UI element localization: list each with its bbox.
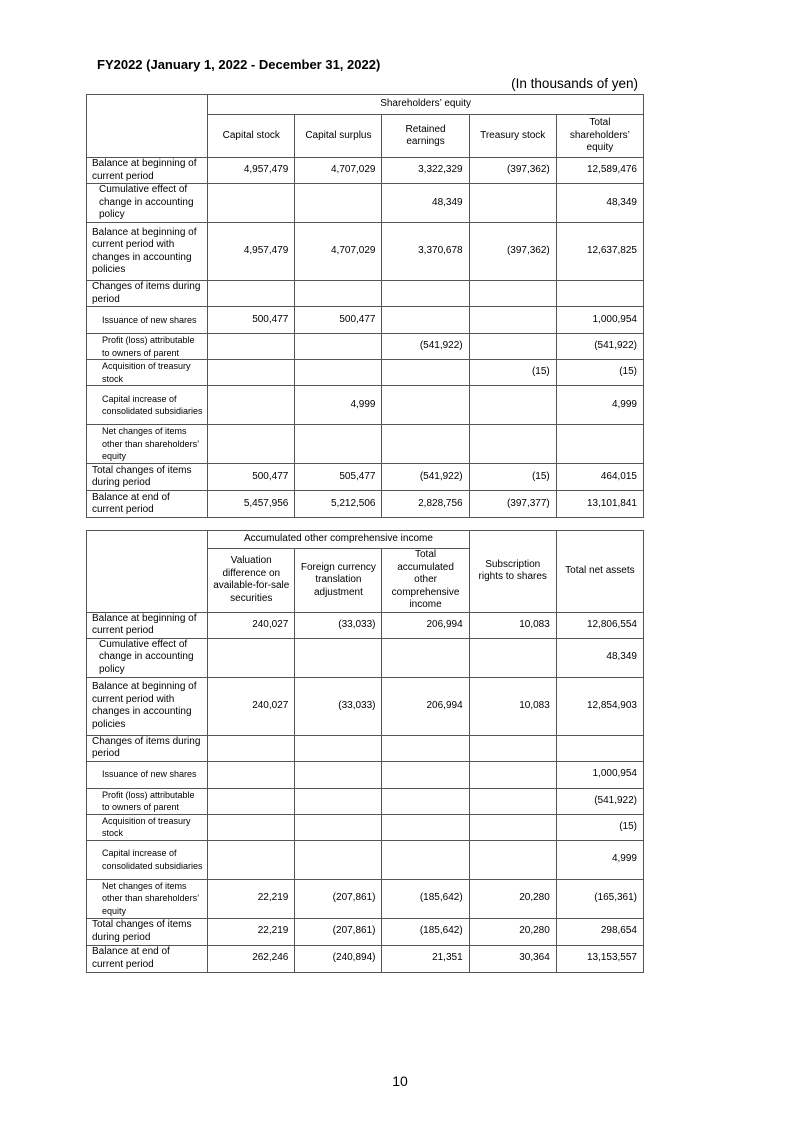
table-row bbox=[87, 184, 644, 223]
value-cell: 3,322,329 bbox=[382, 158, 469, 184]
value-cell bbox=[295, 761, 382, 788]
table-row bbox=[87, 425, 644, 464]
value-cell bbox=[382, 307, 469, 334]
column-header: Total net assets bbox=[556, 531, 643, 613]
value-cell: (15) bbox=[556, 360, 643, 386]
value-cell: 4,957,479 bbox=[208, 158, 295, 184]
value-cell: 505,477 bbox=[295, 464, 382, 491]
value-cell: (15) bbox=[469, 464, 556, 491]
row-label: Balance at beginning of current period bbox=[87, 158, 208, 184]
value-cell bbox=[208, 360, 295, 386]
value-cell: (541,922) bbox=[556, 788, 643, 814]
row-label: Capital increase of consolidated subsidiaries bbox=[87, 386, 208, 425]
row-label: Changes of items during period bbox=[87, 281, 208, 307]
value-cell: 12,806,554 bbox=[556, 612, 643, 638]
value-cell: (541,922) bbox=[382, 464, 469, 491]
value-cell bbox=[208, 735, 295, 761]
table-row bbox=[87, 223, 644, 281]
value-cell: 48,349 bbox=[382, 184, 469, 223]
table-row bbox=[87, 386, 644, 425]
value-cell: 20,280 bbox=[469, 918, 556, 945]
value-cell: 12,637,825 bbox=[556, 223, 643, 281]
table-row bbox=[87, 918, 644, 945]
row-label: Issuance of new shares bbox=[87, 761, 208, 788]
row-label: Capital increase of consolidated subsidiaries bbox=[87, 840, 208, 879]
value-cell bbox=[469, 761, 556, 788]
column-header: Total shareholders’ equity bbox=[556, 115, 643, 158]
value-cell: 12,854,903 bbox=[556, 677, 643, 735]
row-label: Profit (loss) attributable to owners of parent bbox=[87, 334, 208, 360]
row-label: Net changes of items other than shareholders’ equity bbox=[87, 879, 208, 918]
value-cell bbox=[208, 184, 295, 223]
row-label: Balance at beginning of current period with changes in accounting policies bbox=[87, 223, 208, 281]
value-cell: 48,349 bbox=[556, 184, 643, 223]
row-label: Cumulative effect of change in accounting policy bbox=[87, 638, 208, 677]
value-cell bbox=[208, 788, 295, 814]
value-cell bbox=[469, 184, 556, 223]
unit-note: (In thousands of yen) bbox=[511, 76, 638, 91]
table-row bbox=[87, 840, 644, 879]
value-cell: (207,861) bbox=[295, 918, 382, 945]
value-cell: (165,361) bbox=[556, 879, 643, 918]
value-cell bbox=[469, 281, 556, 307]
value-cell: 4,957,479 bbox=[208, 223, 295, 281]
value-cell bbox=[556, 735, 643, 761]
row-label: Net changes of items other than shareholders’ equity bbox=[87, 425, 208, 464]
table-row bbox=[87, 638, 644, 677]
column-header: Foreign currency translation adjustment bbox=[295, 549, 382, 613]
value-cell: 298,654 bbox=[556, 918, 643, 945]
value-cell bbox=[556, 281, 643, 307]
value-cell bbox=[295, 425, 382, 464]
value-cell bbox=[382, 761, 469, 788]
value-cell bbox=[469, 788, 556, 814]
value-cell bbox=[382, 840, 469, 879]
value-cell bbox=[382, 814, 469, 840]
table-row bbox=[87, 788, 644, 814]
table-row bbox=[87, 491, 644, 518]
value-cell: 5,212,506 bbox=[295, 491, 382, 518]
table-row bbox=[87, 612, 644, 638]
value-cell: 21,351 bbox=[382, 945, 469, 972]
value-cell: 2,828,756 bbox=[382, 491, 469, 518]
value-cell: 13,153,557 bbox=[556, 945, 643, 972]
table-row bbox=[87, 677, 644, 735]
column-header: Capital stock bbox=[208, 115, 295, 158]
value-cell bbox=[469, 425, 556, 464]
value-cell bbox=[295, 638, 382, 677]
value-cell bbox=[469, 814, 556, 840]
table-row bbox=[87, 814, 644, 840]
value-cell: 500,477 bbox=[208, 464, 295, 491]
value-cell: (15) bbox=[556, 814, 643, 840]
value-cell: 206,994 bbox=[382, 612, 469, 638]
table-row bbox=[87, 158, 644, 184]
value-cell bbox=[295, 281, 382, 307]
value-cell: 4,999 bbox=[556, 840, 643, 879]
value-cell: 4,999 bbox=[556, 386, 643, 425]
row-label: Acquisition of treasury stock bbox=[87, 360, 208, 386]
value-cell: 240,027 bbox=[208, 677, 295, 735]
value-cell: 4,999 bbox=[295, 386, 382, 425]
group-header: Shareholders’ equity bbox=[208, 95, 644, 115]
row-label: Balance at end of current period bbox=[87, 945, 208, 972]
value-cell: (397,377) bbox=[469, 491, 556, 518]
value-cell bbox=[382, 386, 469, 425]
value-cell bbox=[295, 360, 382, 386]
value-cell: 500,477 bbox=[208, 307, 295, 334]
row-label: Issuance of new shares bbox=[87, 307, 208, 334]
value-cell: 48,349 bbox=[556, 638, 643, 677]
value-cell: 262,246 bbox=[208, 945, 295, 972]
row-label: Acquisition of treasury stock bbox=[87, 814, 208, 840]
value-cell bbox=[382, 788, 469, 814]
value-cell: (240,894) bbox=[295, 945, 382, 972]
value-cell bbox=[382, 735, 469, 761]
value-cell: (33,033) bbox=[295, 612, 382, 638]
value-cell: (397,362) bbox=[469, 158, 556, 184]
value-cell bbox=[469, 386, 556, 425]
value-cell bbox=[382, 638, 469, 677]
value-cell: (397,362) bbox=[469, 223, 556, 281]
value-cell bbox=[208, 281, 295, 307]
value-cell bbox=[295, 814, 382, 840]
value-cell: 4,707,029 bbox=[295, 158, 382, 184]
value-cell: 22,219 bbox=[208, 918, 295, 945]
shareholders-equity-table bbox=[86, 94, 644, 518]
value-cell: (185,642) bbox=[382, 918, 469, 945]
value-cell: (33,033) bbox=[295, 677, 382, 735]
table-row bbox=[87, 281, 644, 307]
value-cell: 4,707,029 bbox=[295, 223, 382, 281]
value-cell bbox=[208, 638, 295, 677]
value-cell bbox=[469, 840, 556, 879]
value-cell: 22,219 bbox=[208, 879, 295, 918]
column-header: Treasury stock bbox=[469, 115, 556, 158]
value-cell: 1,000,954 bbox=[556, 307, 643, 334]
row-label: Profit (loss) attributable to owners of parent bbox=[87, 788, 208, 814]
column-header: Valuation difference on available-for-sale securities bbox=[208, 549, 295, 613]
value-cell bbox=[469, 638, 556, 677]
document-title: FY2022 (January 1, 2022 - December 31, 2022) bbox=[97, 57, 381, 72]
value-cell bbox=[208, 814, 295, 840]
value-cell bbox=[295, 735, 382, 761]
column-header: Retained earnings bbox=[382, 115, 469, 158]
value-cell: 1,000,954 bbox=[556, 761, 643, 788]
corner-cell bbox=[87, 95, 208, 158]
column-header: Subscription rights to shares bbox=[469, 531, 556, 613]
row-label: Balance at end of current period bbox=[87, 491, 208, 518]
value-cell: 3,370,678 bbox=[382, 223, 469, 281]
value-cell bbox=[469, 735, 556, 761]
value-cell bbox=[382, 360, 469, 386]
value-cell: (541,922) bbox=[382, 334, 469, 360]
value-cell bbox=[469, 307, 556, 334]
value-cell: 206,994 bbox=[382, 677, 469, 735]
value-cell: (541,922) bbox=[556, 334, 643, 360]
value-cell bbox=[208, 840, 295, 879]
value-cell bbox=[469, 334, 556, 360]
value-cell: 240,027 bbox=[208, 612, 295, 638]
corner-cell bbox=[87, 531, 208, 613]
page-number: 10 bbox=[392, 1073, 408, 1089]
value-cell bbox=[295, 184, 382, 223]
value-cell: (15) bbox=[469, 360, 556, 386]
value-cell: (185,642) bbox=[382, 879, 469, 918]
row-label: Cumulative effect of change in accounting policy bbox=[87, 184, 208, 223]
value-cell bbox=[382, 425, 469, 464]
table-row bbox=[87, 307, 644, 334]
value-cell: 30,364 bbox=[469, 945, 556, 972]
net-assets-table bbox=[86, 530, 644, 973]
value-cell bbox=[295, 788, 382, 814]
column-header: Capital surplus bbox=[295, 115, 382, 158]
value-cell: 5,457,956 bbox=[208, 491, 295, 518]
value-cell bbox=[556, 425, 643, 464]
table-row bbox=[87, 945, 644, 972]
value-cell: 10,083 bbox=[469, 612, 556, 638]
table-row bbox=[87, 761, 644, 788]
row-label: Total changes of items during period bbox=[87, 918, 208, 945]
table-row bbox=[87, 360, 644, 386]
value-cell bbox=[208, 334, 295, 360]
row-label: Changes of items during period bbox=[87, 735, 208, 761]
value-cell bbox=[208, 425, 295, 464]
value-cell: 10,083 bbox=[469, 677, 556, 735]
value-cell: 500,477 bbox=[295, 307, 382, 334]
value-cell bbox=[208, 386, 295, 425]
value-cell: 13,101,841 bbox=[556, 491, 643, 518]
row-label: Balance at beginning of current period bbox=[87, 612, 208, 638]
row-label: Total changes of items during period bbox=[87, 464, 208, 491]
value-cell: (207,861) bbox=[295, 879, 382, 918]
table-body bbox=[87, 612, 644, 972]
value-cell bbox=[295, 840, 382, 879]
table-row bbox=[87, 879, 644, 918]
table-row bbox=[87, 334, 644, 360]
value-cell bbox=[208, 761, 295, 788]
group-header: Accumulated other comprehensive income bbox=[208, 531, 469, 549]
value-cell: 20,280 bbox=[469, 879, 556, 918]
table-row bbox=[87, 735, 644, 761]
value-cell bbox=[295, 334, 382, 360]
value-cell bbox=[382, 281, 469, 307]
value-cell: 464,015 bbox=[556, 464, 643, 491]
column-header: Total accumulated other comprehensive income bbox=[382, 549, 469, 613]
value-cell: 12,589,476 bbox=[556, 158, 643, 184]
table-body bbox=[87, 158, 644, 518]
row-label: Balance at beginning of current period with changes in accounting policies bbox=[87, 677, 208, 735]
table-row bbox=[87, 464, 644, 491]
